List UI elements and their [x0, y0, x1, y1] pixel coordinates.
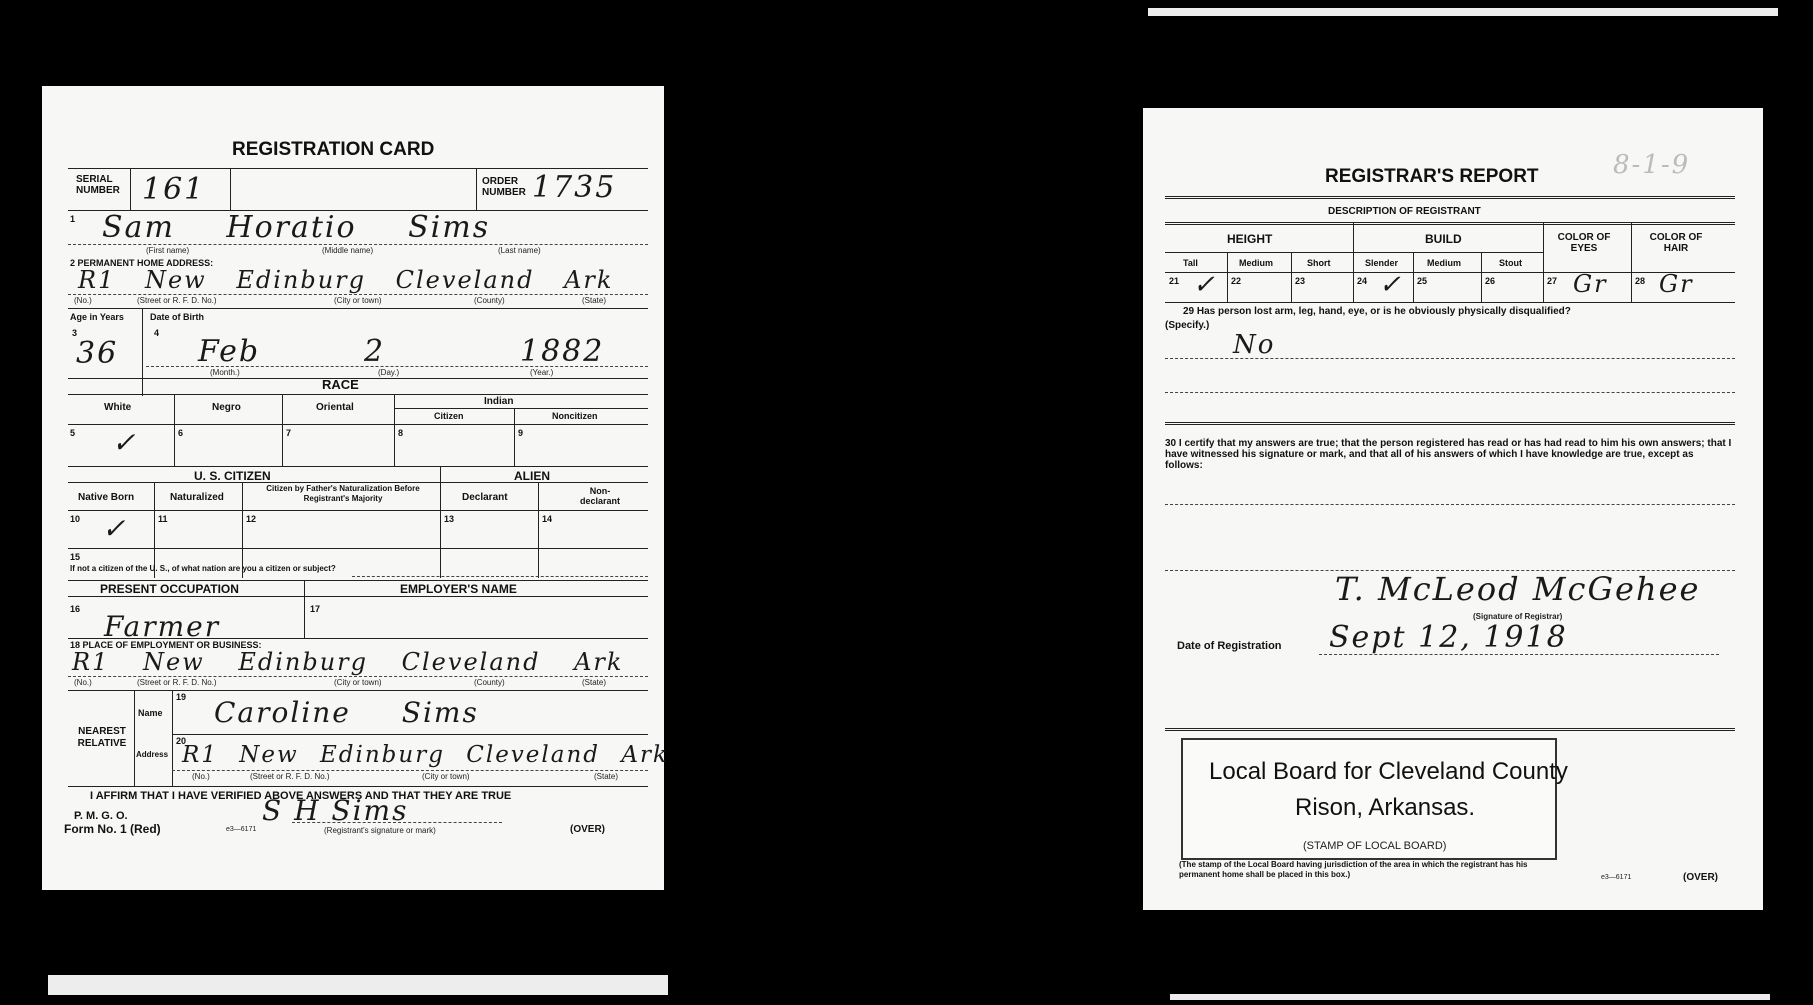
eye-color: Gr	[1573, 270, 1608, 298]
race-heading: RACE	[322, 377, 359, 392]
occupation-value: Farmer	[104, 610, 221, 643]
registration-date: Sept 12, 1918	[1329, 620, 1568, 655]
alien-heading: ALIEN	[514, 469, 550, 483]
dob-label: Date of Birth	[150, 312, 204, 322]
age-label: Age in Years	[70, 312, 124, 322]
question-30: 30 I certify that my answers are true; that the person registered has read or has had read to him his own answers; that I have witnessed his signature or mark, and that all of his answers of which I have knowledge are true, except as follows:	[1165, 438, 1732, 471]
registrars-report-back: 8-1-9 REGISTRAR'S REPORT DESCRIPTION OF REGISTRANT HEIGHT BUILD COLOR OF EYES COLOR OF HAIR Tall Medium Short Slender Medium Stout 21 ✓ 22 23 24 ✓ 25 26 27 Gr 28 Gr 29 Has person lost arm, leg, hand, eye, or is he obviously physically disqualified? (Specify.) No 30 I certify that my answers are true; that the person registered has read or has had read to him his own answers; that I have witnessed his signature or mark, and that all of his answers of which I have knowledge are true, except as follows: T. McLeod McGehee (Signature of Registrar) Date of Registration Sept 12, 1918 Local Board for Cleveland County Rison, Arkansas. (STAMP OF LOCAL BOARD) (The stamp of the Local Board having jurisdiction of the area in which the registrant has his permanent home shall be placed in this box.) e3—6171 (OVER)	[1143, 108, 1763, 910]
employer-label: EMPLOYER'S NAME	[400, 582, 517, 596]
native-born-check: ✓	[102, 512, 128, 545]
relative-address: R1 New Edinburg Cleveland Ark	[182, 742, 669, 768]
race-white-check: ✓	[112, 426, 138, 459]
stamp-line-1: Local Board for Cleveland County	[1209, 758, 1568, 785]
registrant-name: Sam Horatio Sims	[102, 210, 491, 245]
serial-value: 161	[142, 172, 206, 207]
dob-day: 2	[364, 334, 386, 369]
home-address: R1 New Edinburg Cleveland Ark	[78, 266, 614, 294]
bottom-film-strip	[48, 975, 668, 995]
local-board-stamp: Local Board for Cleveland County Rison, Arkansas. (STAMP OF LOCAL BOARD)	[1181, 738, 1557, 860]
q29-answer: No	[1233, 330, 1276, 360]
question-29: 29 Has person lost arm, leg, hand, eye, or is he obviously physically disqualified?	[1183, 306, 1571, 317]
affirmation: I AFFIRM THAT I HAVE VERIFIED ABOVE ANSWERS AND THAT THEY ARE TRUE	[90, 790, 512, 802]
registrar-signature: T. McLeod McGehee	[1335, 570, 1701, 608]
serial-label: SERIAL NUMBER	[76, 174, 120, 196]
address-label: 2 PERMANENT HOME ADDRESS:	[70, 258, 214, 268]
order-value: 1735	[532, 170, 617, 205]
stamp-line-2: Rison, Arkansas.	[1295, 794, 1476, 821]
age-value: 36	[76, 336, 119, 371]
order-label: ORDER NUMBER	[482, 176, 526, 198]
hair-color: Gr	[1659, 270, 1694, 298]
employment-address: R1 New Edinburg Cleveland Ark	[72, 648, 624, 676]
bottom-right-film-strip	[1170, 994, 1770, 1000]
top-film-strip	[1148, 8, 1778, 16]
dob-year: 1882	[520, 334, 605, 369]
top-pencil-mark: 8-1-9	[1613, 150, 1691, 180]
slender-check: ✓	[1379, 270, 1403, 300]
registrant-signature: S H Sims	[262, 794, 409, 827]
registration-card-front: REGISTRATION CARD SERIAL NUMBER 161 ORDER NUMBER 1735 1 Sam Horatio Sims (First name) (Middle name) (Last name) 2 PERMANENT HOME ADDRESS: R1 New Edinburg Cleveland Ark (No.) (Street or R. F. D. No.) (City or town) (County) (State) Age in Years 3 36 Date of Birth 4 Feb 2 1882 (Month.) (Day.) (Year.) RACE White Negro Oriental Indian Citizen Noncitizen 5 ✓ 6 7 8 9 U. S. CITIZEN ALIEN Native Born Naturalized Citizen by Father's Naturalization Before Registrant's Majority Declarant Non-declarant 10 ✓ 11 12 13 14 15 If not a citizen of the U. S., of what nation are you a citizen or subject? PRESENT OCCUPATION EMPLOYER'S NAME 16 17 Farmer 18 PLACE OF EMPLOYMENT OR BUSINESS: R1 New Edinburg Cleveland Ark (No.) (Street or R. F. D. No.) (City or town) (County) (State) NEAREST RELATIVE Name Address 19 Caroline Sims 20 R1 New Edinburg Cleveland Ark (No.) (Street or R. F. D. No.) (City or town) (State) I AFFIRM THAT I HAVE VERIFIED ABOVE ANSWERS AND THAT THEY ARE TRUE S H Sims P. M. G. O. Form No. 1 (Red) e3—6171 (Registrant's signature or mark) (OVER)	[42, 86, 664, 890]
occupation-label: PRESENT OCCUPATION	[100, 582, 239, 596]
dob-month: Feb	[198, 334, 261, 369]
nearest-relative-label: NEAREST RELATIVE	[77, 726, 127, 749]
front-title: REGISTRATION CARD	[232, 139, 435, 160]
back-title: REGISTRAR'S REPORT	[1325, 166, 1539, 187]
relative-name: Caroline Sims	[214, 696, 479, 729]
us-citizen-heading: U. S. CITIZEN	[194, 469, 271, 483]
tall-check: ✓	[1193, 270, 1217, 300]
